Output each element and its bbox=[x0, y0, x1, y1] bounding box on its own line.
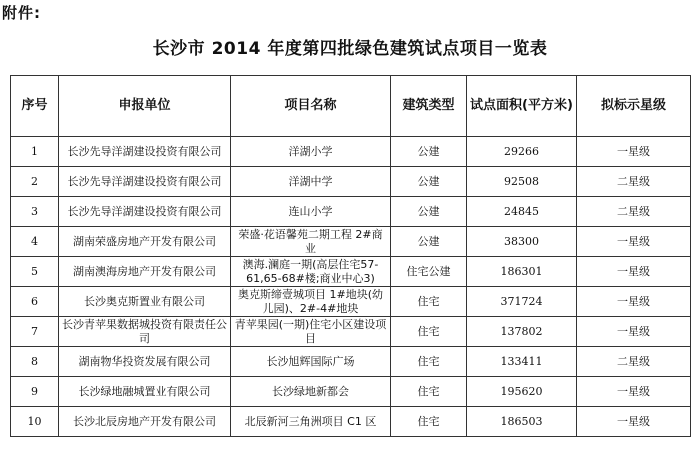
cell-building-type: 住宅 bbox=[391, 377, 467, 407]
table-row bbox=[11, 287, 691, 317]
cell-project-name: 荣盛·花语馨苑二期工程 2#商业 bbox=[231, 227, 391, 257]
header-area: 试点面积(平方米) bbox=[467, 76, 577, 137]
cell-index: 4 bbox=[11, 227, 59, 257]
cell-project-name: 奥克斯缔壹城项目 1#地块(幼儿园)、2#-4#地块 bbox=[231, 287, 391, 317]
cell-applicant: 长沙青苹果数据城投资有限责任公司 bbox=[59, 317, 231, 347]
cell-index: 7 bbox=[11, 317, 59, 347]
cell-area: 371724 bbox=[467, 287, 577, 317]
cell-index: 9 bbox=[11, 377, 59, 407]
cell-star-rating: 一星级 bbox=[577, 227, 691, 257]
cell-index: 3 bbox=[11, 197, 59, 227]
cell-building-type: 住宅 bbox=[391, 347, 467, 377]
table-row bbox=[11, 377, 691, 407]
cell-building-type: 公建 bbox=[391, 197, 467, 227]
cell-applicant: 长沙奥克斯置业有限公司 bbox=[59, 287, 231, 317]
cell-index: 5 bbox=[11, 257, 59, 287]
cell-project-name: 长沙旭辉国际广场 bbox=[231, 347, 391, 377]
table-header-row bbox=[11, 76, 691, 137]
cell-area: 186301 bbox=[467, 257, 577, 287]
cell-project-name: 洋湖中学 bbox=[231, 167, 391, 197]
table-row bbox=[11, 317, 691, 347]
attachment-label: 附件: bbox=[2, 4, 41, 22]
cell-applicant: 湖南澳海房地产开发有限公司 bbox=[59, 257, 231, 287]
cell-building-type: 住宅 bbox=[391, 317, 467, 347]
table-row bbox=[11, 197, 691, 227]
cell-area: 92508 bbox=[467, 167, 577, 197]
table-row bbox=[11, 137, 691, 167]
cell-area: 137802 bbox=[467, 317, 577, 347]
header-applicant: 申报单位 bbox=[59, 76, 231, 137]
table-row bbox=[11, 347, 691, 377]
cell-applicant: 湖南物华投资发展有限公司 bbox=[59, 347, 231, 377]
cell-star-rating: 一星级 bbox=[577, 317, 691, 347]
cell-star-rating: 一星级 bbox=[577, 287, 691, 317]
cell-project-name: 长沙绿地新都会 bbox=[231, 377, 391, 407]
cell-project-name: 连山小学 bbox=[231, 197, 391, 227]
cell-building-type: 住宅 bbox=[391, 287, 467, 317]
cell-applicant: 长沙先导洋湖建设投资有限公司 bbox=[59, 137, 231, 167]
cell-building-type: 公建 bbox=[391, 167, 467, 197]
cell-star-rating: 二星级 bbox=[577, 197, 691, 227]
cell-index: 1 bbox=[11, 137, 59, 167]
cell-index: 2 bbox=[11, 167, 59, 197]
cell-project-name: 青苹果园(一期)住宅小区建设项目 bbox=[231, 317, 391, 347]
cell-index: 8 bbox=[11, 347, 59, 377]
table-row bbox=[11, 227, 691, 257]
header-project-name: 项目名称 bbox=[231, 76, 391, 137]
cell-applicant: 长沙绿地融城置业有限公司 bbox=[59, 377, 231, 407]
cell-star-rating: 二星级 bbox=[577, 347, 691, 377]
cell-area: 24845 bbox=[467, 197, 577, 227]
cell-project-name: 洋湖小学 bbox=[231, 137, 391, 167]
cell-area: 186503 bbox=[467, 407, 577, 437]
cell-star-rating: 二星级 bbox=[577, 167, 691, 197]
cell-star-rating: 一星级 bbox=[577, 377, 691, 407]
cell-applicant: 长沙先导洋湖建设投资有限公司 bbox=[59, 197, 231, 227]
cell-project-name: 北辰新河三角洲项目 C1 区 bbox=[231, 407, 391, 437]
header-index: 序号 bbox=[11, 76, 59, 137]
cell-index: 6 bbox=[11, 287, 59, 317]
header-building-type: 建筑类型 bbox=[391, 76, 467, 137]
cell-star-rating: 一星级 bbox=[577, 257, 691, 287]
cell-index: 10 bbox=[11, 407, 59, 437]
cell-building-type: 住宅公建 bbox=[391, 257, 467, 287]
cell-area: 29266 bbox=[467, 137, 577, 167]
cell-applicant: 湖南荣盛房地产开发有限公司 bbox=[59, 227, 231, 257]
cell-building-type: 公建 bbox=[391, 137, 467, 167]
cell-applicant: 长沙先导洋湖建设投资有限公司 bbox=[59, 167, 231, 197]
header-star-rating: 拟标示星级 bbox=[577, 76, 691, 137]
cell-area: 38300 bbox=[467, 227, 577, 257]
table-row bbox=[11, 167, 691, 197]
cell-area: 195620 bbox=[467, 377, 577, 407]
cell-building-type: 公建 bbox=[391, 227, 467, 257]
cell-star-rating: 一星级 bbox=[577, 137, 691, 167]
document-title: 长沙市 2014 年度第四批绿色建筑试点项目一览表 bbox=[152, 39, 548, 59]
cell-star-rating: 一星级 bbox=[577, 407, 691, 437]
table-row bbox=[11, 257, 691, 287]
cell-building-type: 住宅 bbox=[391, 407, 467, 437]
cell-area: 133411 bbox=[467, 347, 577, 377]
projects-table bbox=[10, 75, 691, 437]
table-row bbox=[11, 407, 691, 437]
cell-project-name: 澳海.澜庭一期(高层住宅57-61,65-68#楼;商业中心3) bbox=[231, 257, 391, 287]
cell-applicant: 长沙北辰房地产开发有限公司 bbox=[59, 407, 231, 437]
